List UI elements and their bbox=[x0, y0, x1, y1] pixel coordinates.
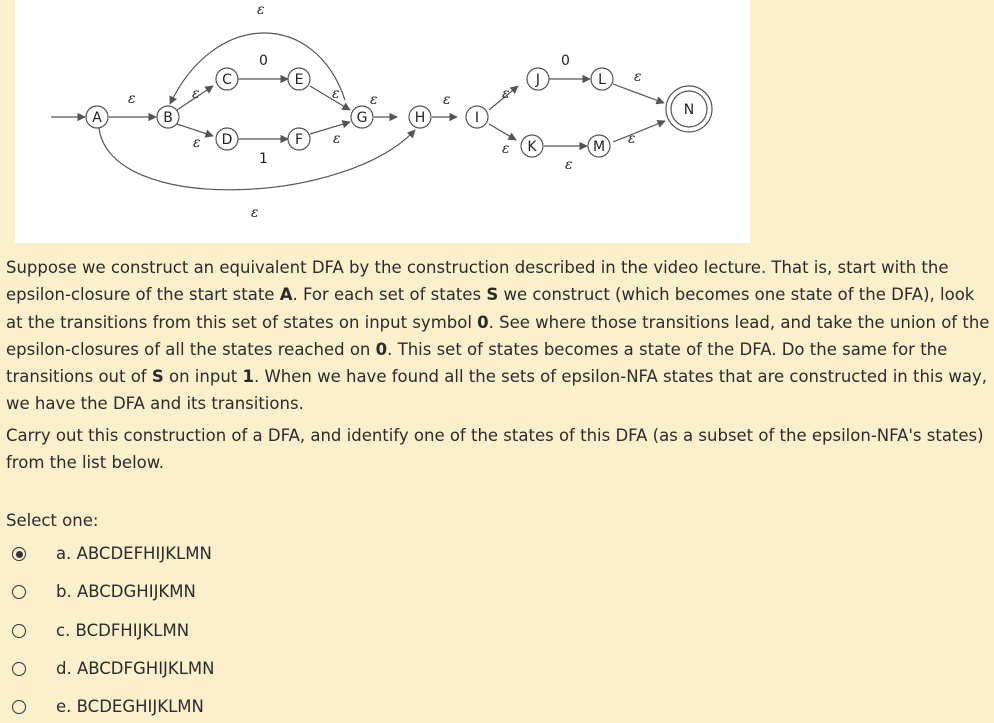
state-j-label: J bbox=[535, 72, 541, 88]
edge-f-g bbox=[310, 122, 350, 134]
state-e-label: E bbox=[294, 72, 304, 88]
q-bold-s: S bbox=[486, 285, 499, 305]
label-eps-f-g: ε bbox=[333, 131, 341, 147]
option-a[interactable] bbox=[0, 540, 400, 570]
q-bold-s: S bbox=[151, 367, 164, 387]
q-text: on input bbox=[163, 367, 243, 387]
question-text bbox=[6, 254, 990, 480]
state-l-label: L bbox=[598, 72, 606, 88]
option-b-label: b. ABCDGHIJKMN bbox=[56, 582, 196, 601]
radio-option-d[interactable] bbox=[12, 662, 26, 676]
q-text: Suppose we construct an equivalent DFA by the construction described in the video lecture. That is, start with the epsilon-closure of the start state bbox=[6, 258, 949, 305]
option-c[interactable] bbox=[0, 617, 400, 647]
label-zero-c-e: 0 bbox=[259, 53, 268, 69]
label-eps-e-g: ε bbox=[332, 86, 340, 102]
option-d-label: d. ABCDFGHIJKLMN bbox=[56, 659, 215, 678]
nfa-diagram bbox=[15, 0, 750, 243]
option-a-label: a. ABCDEFHIJKLMN bbox=[56, 544, 212, 563]
state-h-label: H bbox=[414, 110, 426, 126]
radio-option-e[interactable] bbox=[12, 700, 26, 714]
option-c-label: c. BCDFHIJKLMN bbox=[56, 621, 190, 640]
q-bold-0: 0 bbox=[477, 312, 489, 332]
q-text: . See where those transitions lead, and take the union of the epsilon-closures of all the states reached on bbox=[6, 312, 990, 359]
label-eps-a-b: ε bbox=[128, 91, 136, 107]
state-a-label: A bbox=[92, 110, 102, 126]
q-text: . For each set of states bbox=[292, 285, 487, 305]
q-bold-0: 0 bbox=[375, 339, 388, 359]
label-eps-a-h: ε bbox=[251, 205, 259, 221]
label-one-d-f: 1 bbox=[259, 151, 268, 167]
label-eps-h-i: ε bbox=[443, 92, 451, 108]
option-d[interactable] bbox=[0, 655, 400, 685]
label-eps-m-n: ε bbox=[628, 131, 636, 147]
state-c-label: C bbox=[222, 72, 232, 88]
option-e[interactable] bbox=[0, 693, 400, 723]
label-eps-l-n: ε bbox=[634, 69, 642, 85]
select-one-label: Select one: bbox=[6, 511, 99, 530]
nfa-diagram-svg bbox=[15, 0, 750, 243]
q-bold-1: 1 bbox=[242, 367, 254, 387]
label-zero-j-l: 0 bbox=[561, 53, 570, 69]
q-bold-a: A bbox=[279, 285, 293, 305]
question-paragraph-2: Carry out this construction of a DFA, and identify one of the states of this DFA (as a subset of the epsilon-NFA's states) from the list below. bbox=[6, 425, 984, 473]
state-b-label: B bbox=[163, 110, 173, 126]
state-g-label: G bbox=[356, 110, 368, 126]
edge-l-n bbox=[613, 84, 664, 103]
state-d-label: D bbox=[221, 132, 233, 148]
state-k-label: K bbox=[527, 139, 537, 155]
edge-m-n bbox=[613, 121, 665, 142]
q-text: . When we have found all the sets of epsilon-NFA states that are constructed in this way, we have the DFA and its transitions. bbox=[6, 367, 987, 414]
state-n-label: N bbox=[683, 102, 695, 118]
label-eps-i-j: ε bbox=[502, 86, 510, 102]
radio-option-c[interactable] bbox=[12, 624, 26, 638]
option-e-label: e. BCDEGHIJKLMN bbox=[56, 697, 204, 716]
label-eps-g-h: ε bbox=[370, 92, 378, 108]
q-text: we construct (which becomes one state of the DFA), look at the transitions from this set of states on input symbol bbox=[6, 285, 975, 332]
option-b[interactable] bbox=[0, 578, 400, 608]
edge-i-k bbox=[489, 124, 516, 140]
state-i-label: I bbox=[474, 110, 480, 126]
label-eps-i-k: ε bbox=[502, 141, 510, 157]
state-f-label: F bbox=[294, 132, 304, 148]
label-eps-g-b: ε bbox=[257, 2, 265, 18]
state-m-label: M bbox=[592, 139, 606, 155]
question-paragraph-1 bbox=[6, 254, 990, 418]
edge-a-h-arc bbox=[99, 128, 415, 190]
radio-option-a[interactable] bbox=[12, 547, 26, 561]
q-text: . This set of states becomes a state of the DFA. Do the same for the transitions out of bbox=[6, 339, 948, 387]
radio-option-b[interactable] bbox=[12, 585, 26, 599]
label-eps-b-c: ε bbox=[192, 86, 200, 102]
label-eps-b-d: ε bbox=[193, 135, 201, 151]
label-eps-k-m: ε bbox=[565, 157, 573, 173]
